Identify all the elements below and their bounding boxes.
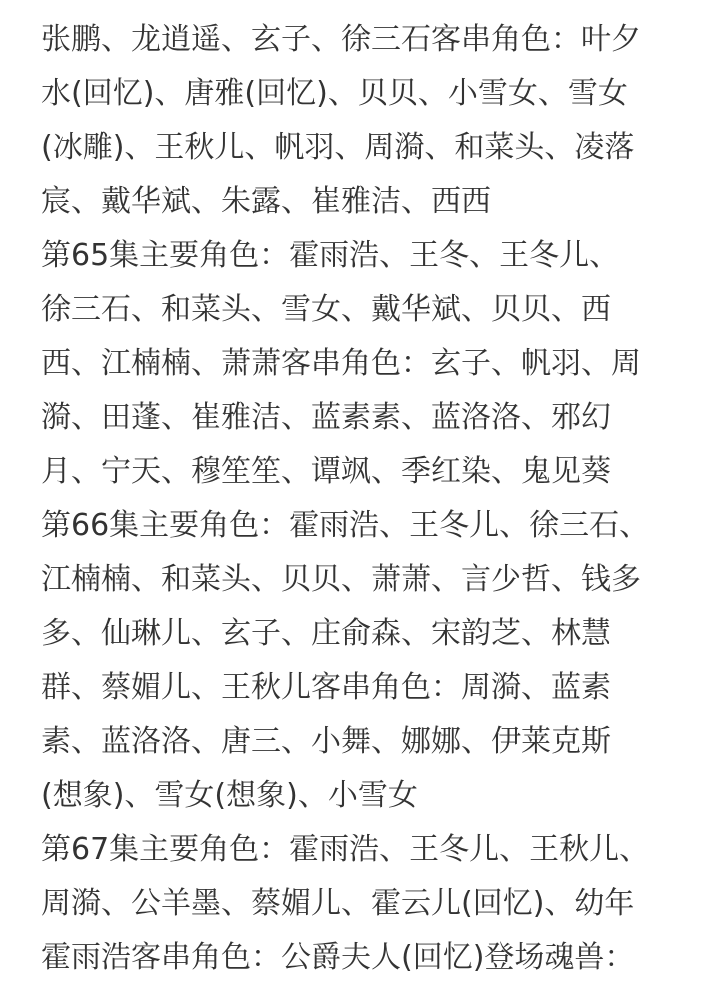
text-line: 漪、田蓬、崔雅洁、蓝素素、蓝洛洛、邪幻 [41,400,611,435]
text-line: 第66集主要角色：霍雨浩、王冬儿、徐三石、 [41,508,650,543]
text-line: 张鹏、龙逍遥、玄子、徐三石客串角色：叶夕 [41,22,641,57]
text-line: 周漪、公羊墨、蔡媚儿、霍云儿(回忆)、幼年 [41,886,635,921]
text-line: 宸、戴华斌、朱露、崔雅洁、西西 [41,184,491,219]
text-line: 第67集主要角色：霍雨浩、王冬儿、王秋儿、 [41,832,650,867]
text-line: (想象)、雪女(想象)、小雪女 [41,778,418,813]
text-line: 月、宁天、穆笙笙、谭飒、季红染、鬼见葵 [41,454,611,489]
article-body [41,13,719,985]
text-line: 素、蓝洛洛、唐三、小舞、娜娜、伊莱克斯 [41,724,611,759]
text-line: 水(回忆)、唐雅(回忆)、贝贝、小雪女、雪女 [41,76,628,111]
text-line: 霍雨浩客串角色：公爵夫人(回忆)登场魂兽： [41,940,635,975]
text-line: 多、仙琳儿、玄子、庄俞森、宋韵芝、林慧 [41,616,611,651]
text-line: 西、江楠楠、萧萧客串角色：玄子、帆羽、周 [41,346,641,381]
text-line: 第65集主要角色：霍雨浩、王冬、王冬儿、 [41,238,620,273]
text-line: 徐三石、和菜头、雪女、戴华斌、贝贝、西 [41,292,611,327]
text-line: (冰雕)、王秋儿、帆羽、周漪、和菜头、凌落 [41,130,635,165]
text-line: 群、蔡媚儿、王秋儿客串角色：周漪、蓝素 [41,670,611,705]
text-line: 江楠楠、和菜头、贝贝、萧萧、言少哲、钱多 [41,562,641,597]
